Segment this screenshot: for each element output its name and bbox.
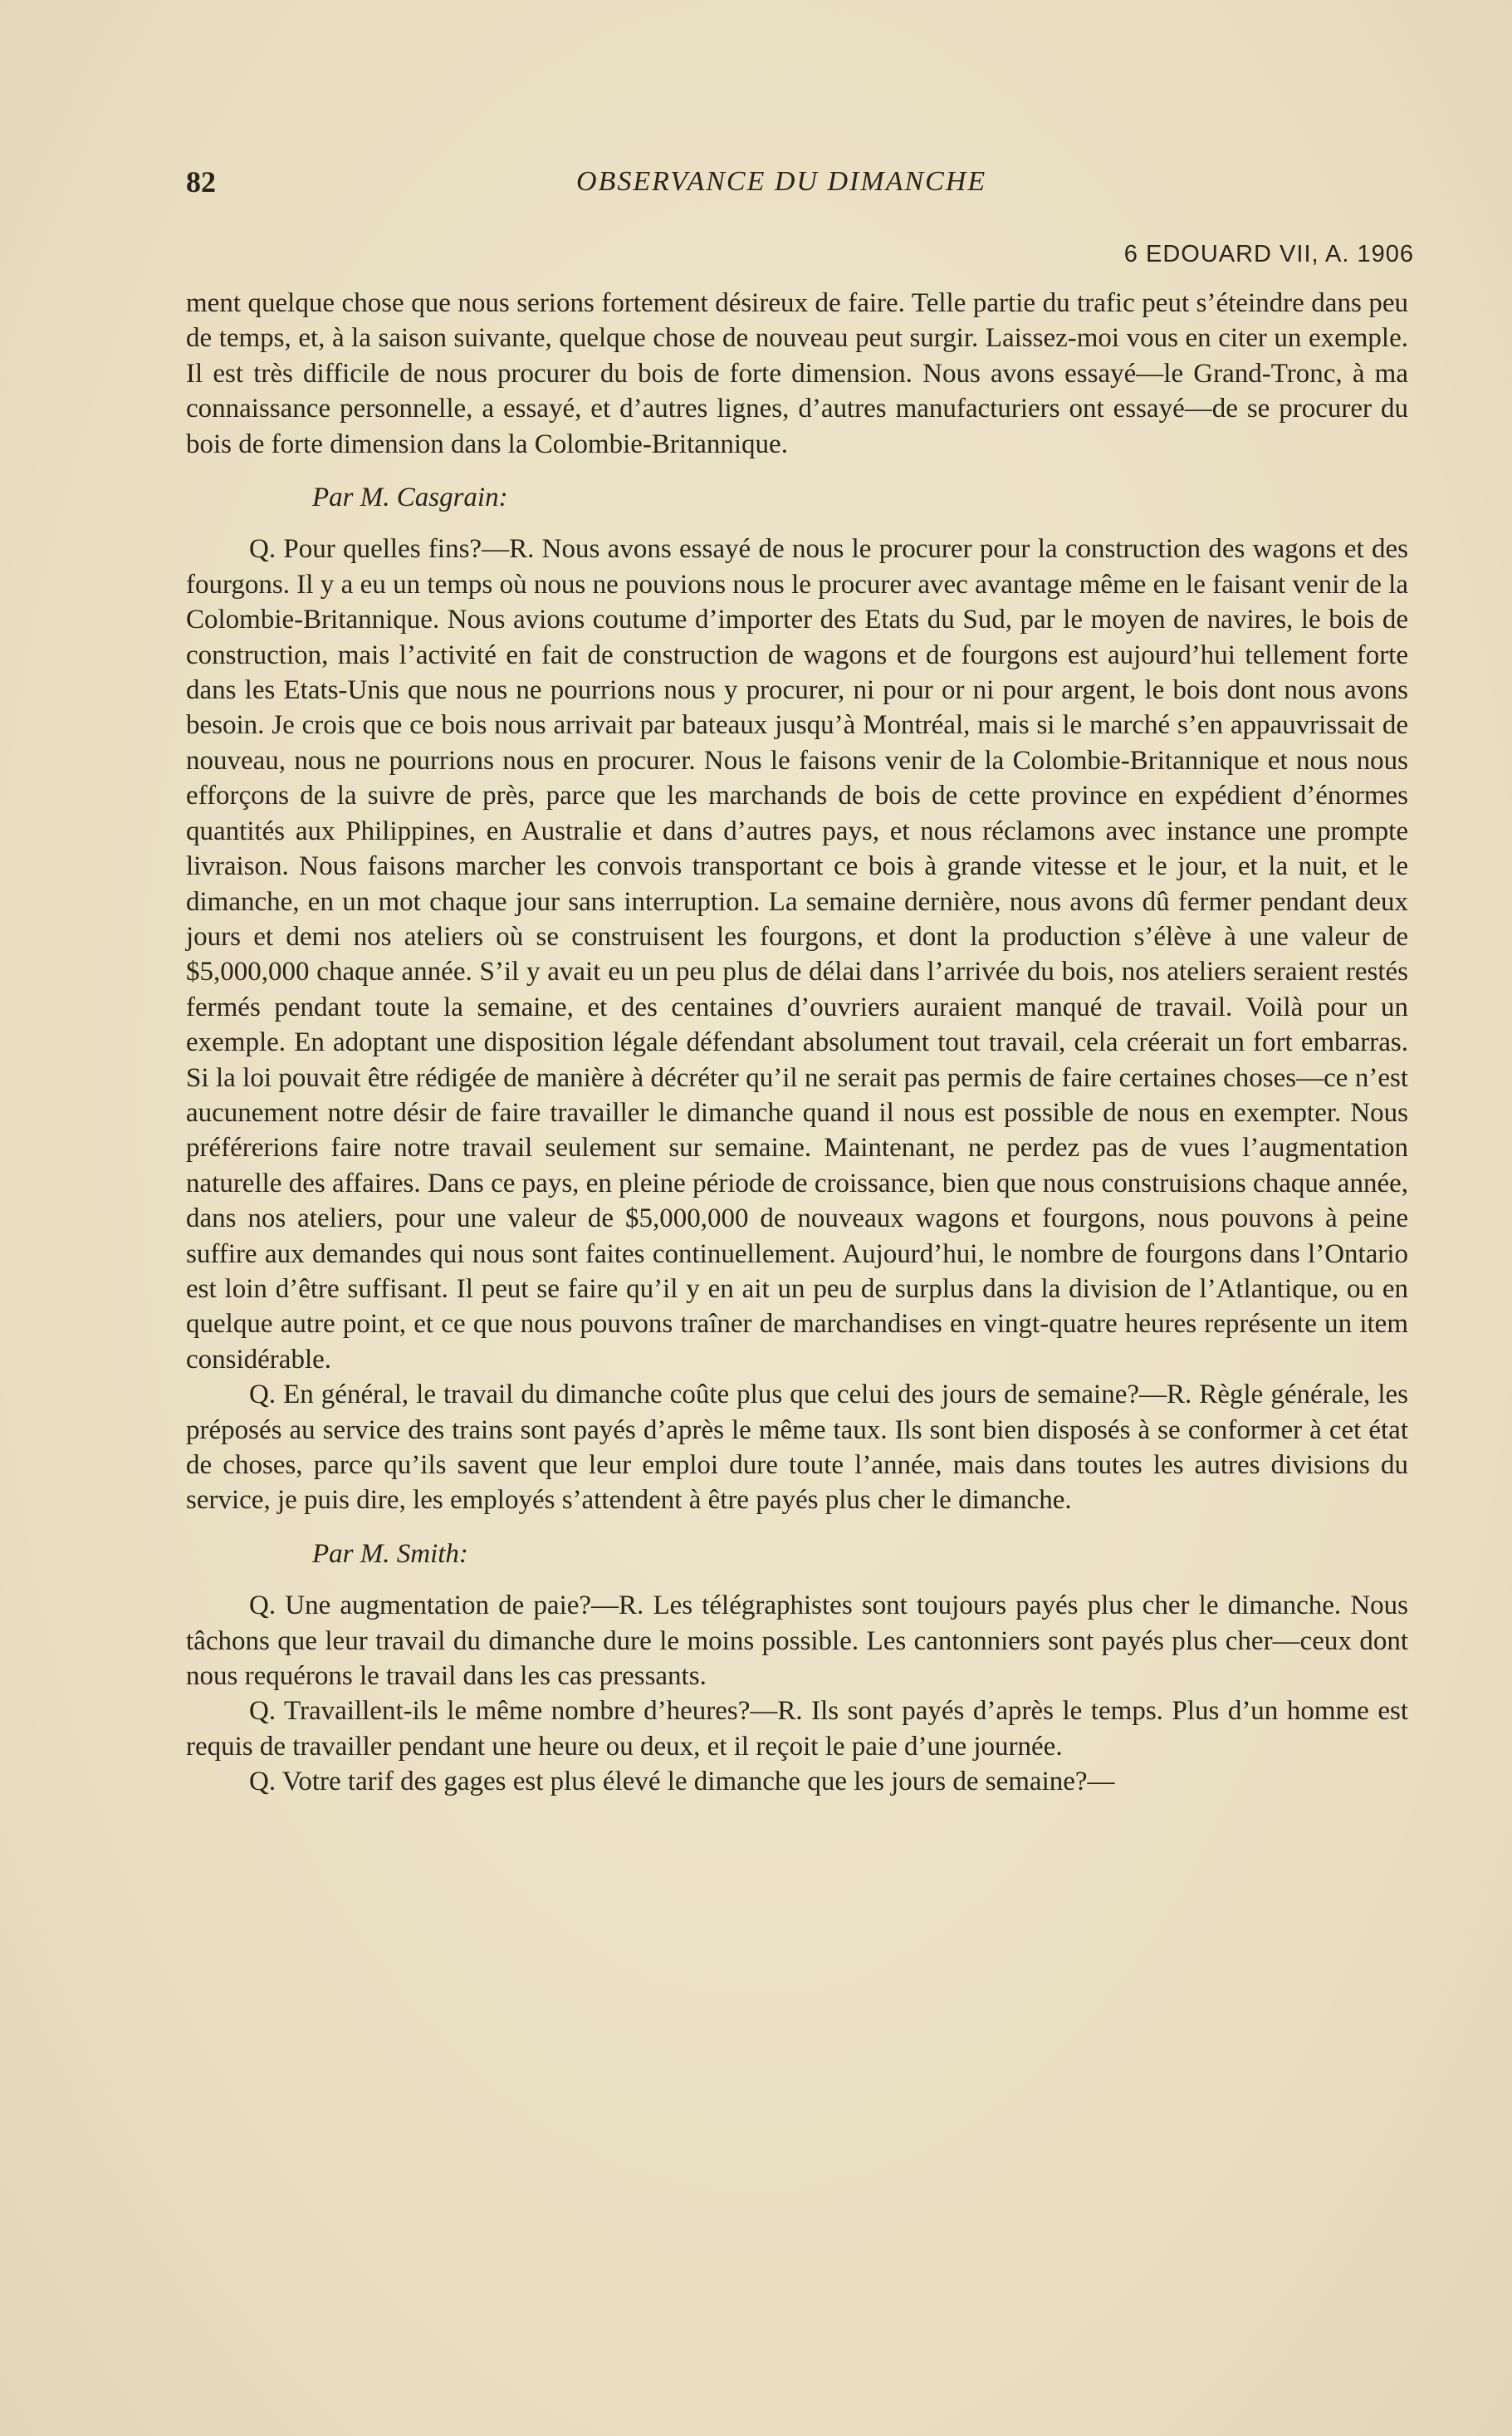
running-title: OBSERVANCE DU DIMANCHE	[576, 166, 987, 197]
paragraph-qa: Q. Travaillent-ils le même nombre d’heures?—R. Ils sont payés d’après le temps. Plus d’un homme est requis de travailler pendant une heure ou deux, et il reçoit le paie d’une journée.	[186, 1696, 1408, 1762]
speaker-heading: Par M. Smith:	[312, 1538, 468, 1569]
speaker-heading: Par M. Casgrain:	[312, 483, 508, 513]
paragraph-continuation: ment quelque chose que nous serions fortement désireux de faire. Telle partie du trafic peut s’éteindre dans peu de temps, et, à la saison suivante, quelque chose de nouveau peut surgir. Laissez-moi vous en citer un exemple. Il est très difficile de nous procurer du bois de forte dimension. Nous avons essayé—le Grand-Tronc, à ma connaissance personnelle, a essayé, et d’autres lignes, d’autres manufacturiers ont essayé—de se procurer du bois de forte dimension dans la Colombie-Britannique.	[186, 288, 1408, 459]
paragraph-qa: Q. Votre tarif des gages est plus élevé le dimanche que les jours de semaine?—	[249, 1767, 1115, 1797]
paragraph-qa: Q. Pour quelles fins?—R. Nous avons essayé de nous le procurer pour la construction des wagons et des fourgons. Il y a eu un temps où nous ne pouvions nous le procurer avec avantage même en le faisant venir de la Colombie-Britannique. Nous avions coutume d’importer des Etats du Sud, par le moyen de navires, le bois de construction, mais l’activité en fait de construction de wagons et de fourgons est aujourd’hui tellement forte dans les Etats-Unis que nous ne pourrions nous y procurer, ni pour or ni pour argent, le bois dont nous avons besoin. Je crois que ce bois nous arrivait par bateaux jusqu’à Montréal, mais si le marché s’en appauvrissait de nouveau, nous ne pourrions nous en procurer. Nous le faisons venir de la Colombie-Britannique et nous nous efforçons de la suivre de près, parce que les marchands de bois de cette province en expédient d’énormes quantités aux Philippines, en Australie et dans d’autres pays, et nous réclamons avec instance une prompte livraison. Nous faisons marcher les convois transportant ce bois à grande vitesse et le jour, et la nuit, et le dimanche, en un mot chaque jour sans interruption. La semaine dernière, nous avons dû fermer pendant deux jours et demi nos ateliers où se construisent les fourgons, et dont la production s’élève à une valeur de $5,000,000 chaque année. S’il y avait eu un peu plus de délai dans l’arrivée du bois, nos ateliers seraient restés fermés pendant toute la semaine, et des centaines d’ouvriers auraient manqué de travail. Voilà pour un exemple. En adoptant une disposition légale défendant absolument tout travail, cela créerait un fort embarras. Si la loi pouvait être rédigée de manière à décréter qu’il ne serait pas permis de faire certaines choses—ce n’est aucunement notre désir de faire travailler le dimanche quand il nous est possible de nous en exempter. Nous préférerions faire notre travail seulement sur semaine. Maintenant, ne perdez pas de vues l’augmentation naturelle des affaires. Dans ce pays, en pleine période de croissance, bien que nous construisions chaque année, dans nos ateliers, pour une valeur de $5,000,000 de nouveaux wagons et fourgons, nous pouvons à peine suffire aux demandes qui nous sont faites continuellement. Aujourd’hui, le nombre de fourgons dans l’Ontario est loin d’être suffisant. Il peut se faire qu’il y en ait un peu de surplus dans la division de l’Atlantique, ou en quelque autre point, et ce que nous pouvons traîner de marchandises en vingt-quatre heures représente un item considérable.	[186, 534, 1408, 1375]
paragraph-qa: Q. Une augmentation de paie?—R. Les télégraphistes sont toujours payés plus cher le dimanche. Nous tâchons que leur travail du dimanche dure le moins possible. Les cantonniers sont payés plus cher—ceux dont nous requérons le travail dans les cas pressants.	[186, 1591, 1408, 1692]
session-label: 6 EDOUARD VII, A. 1906	[1123, 241, 1414, 267]
page-header	[186, 164, 1412, 214]
paragraph-qa: Q. En général, le travail du dimanche coûte plus que celui des jours de semaine?—R. Règle générale, les préposés au service des trains sont payés d’après le même taux. Ils sont bien disposés à se conformer à cet état de choses, parce qu’ils savent que leur emploi dure toute l’année, mais dans toutes les autres divisions du service, je puis dire, les employés s’attendent à être payés plus cher le dimanche.	[186, 1380, 1408, 1516]
body-text	[186, 286, 1408, 1800]
page-number: 82	[186, 165, 216, 199]
